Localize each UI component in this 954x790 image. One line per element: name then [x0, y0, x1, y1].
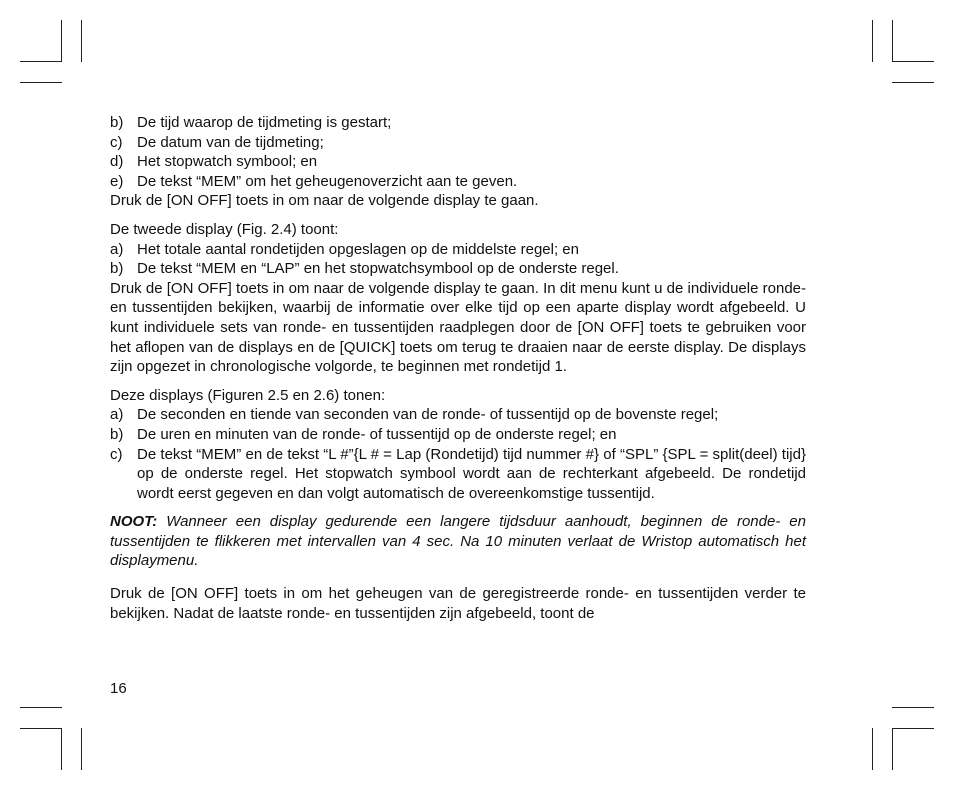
note-label: NOOT:	[110, 513, 158, 531]
crop-mark	[892, 728, 893, 770]
crop-mark	[892, 707, 934, 708]
list-item-text: De seconden en tiende van seconden van de ronde- of tussentijd op de bovenste regel;	[137, 406, 719, 424]
list-item	[110, 259, 806, 279]
crop-mark	[892, 20, 893, 62]
list-marker: c)	[110, 445, 123, 463]
page-body	[110, 113, 806, 623]
crop-mark	[20, 707, 62, 708]
paragraph: Druk de [ON OFF] toets in om naar de volgende display te gaan.	[110, 192, 539, 210]
crop-mark	[81, 20, 82, 62]
crop-mark	[892, 61, 934, 62]
list-item-text: De tekst “MEM en “LAP” en het stopwatchsymbool op de onderste regel.	[137, 260, 619, 278]
note-paragraph	[110, 512, 806, 571]
section-intro: De tweede display (Fig. 2.4) toont:	[110, 220, 339, 238]
list-item	[110, 152, 806, 172]
list-marker: b)	[110, 114, 124, 131]
crop-mark	[61, 728, 62, 770]
list-item	[110, 445, 806, 504]
paragraph: Druk de [ON OFF] toets in om het geheugen van de geregistreerde ronde- en tussentijden verder te bekijken. Nadat de laatste ronde- en tussentijden zijn afgebeeld, toont de	[110, 585, 806, 622]
list-marker: b)	[110, 260, 124, 278]
list-marker: a)	[110, 240, 124, 258]
crop-mark	[892, 728, 934, 729]
crop-mark	[872, 728, 873, 770]
page-number: 16	[110, 680, 127, 697]
list-item	[110, 405, 806, 425]
paragraph: Druk de [ON OFF] toets in om naar de volgende display te gaan. In dit menu kunt u de individuele ronde- en tussentijden bekijken, waarbij de informatie over elke tijd op een aparte display wordt afgebeeld. U kunt individuele sets van ronde- en tussentijden raadplegen door de [ON OFF] toets te gebruiken voor het aflopen van de displays en de [QUICK] toets om terug te draaien naar de eerste display. De displays zijn opgezet in chronologische volgorde, te beginnen met rondetijd 1.	[110, 279, 806, 376]
list-item-text: De datum van de tijdmeting;	[137, 133, 324, 151]
crop-mark	[872, 20, 873, 62]
crop-mark	[20, 728, 62, 729]
crop-mark	[20, 61, 62, 62]
list-item	[110, 425, 806, 445]
crop-mark	[81, 728, 82, 770]
crop-mark	[20, 82, 62, 83]
list-marker: b)	[110, 425, 124, 443]
list-item-text: Het totale aantal rondetijden opgeslagen op de middelste regel; en	[137, 240, 579, 258]
list-item	[110, 240, 806, 260]
list-marker: e)	[110, 172, 124, 190]
list-item	[110, 172, 806, 192]
list-item-text: De tekst “MEM” om het geheugenoverzicht aan te geven.	[137, 172, 518, 190]
list-item-text: De tekst “MEM” en de tekst “L #”{L # = Lap (Rondetijd) tijd nummer #} of “SPL” {SPL = split(deel) tijd} op de onderste regel. Het stopwatch symbool wordt aan de rechterkant afgebeeld. De rondetijd wordt eerst gegeven en dan volgt automatisch de overeenkomstige tussentijd.	[137, 445, 806, 502]
list-item	[110, 113, 806, 133]
list-marker: d)	[110, 153, 124, 171]
crop-mark	[61, 20, 62, 62]
note-text: Wanneer een display gedurende een langere tijdsduur aanhoudt, beginnen de ronde- en tussentijden te flikkeren met intervallen van 4 sec. Na 10 minuten verlaat de Wristop automatisch het displaymenu.	[110, 513, 806, 570]
section-intro: Deze displays (Figuren 2.5 en 2.6) tonen:	[110, 386, 386, 404]
list-item-text: De tijd waarop de tijdmeting is gestart;	[137, 114, 392, 131]
list-item-text: De uren en minuten van de ronde- of tussentijd op de onderste regel; en	[137, 425, 617, 443]
list-marker: c)	[110, 133, 123, 151]
list-item	[110, 133, 806, 153]
crop-mark	[892, 82, 934, 83]
list-item-text: Het stopwatch symbool; en	[137, 153, 318, 171]
list-marker: a)	[110, 406, 124, 424]
